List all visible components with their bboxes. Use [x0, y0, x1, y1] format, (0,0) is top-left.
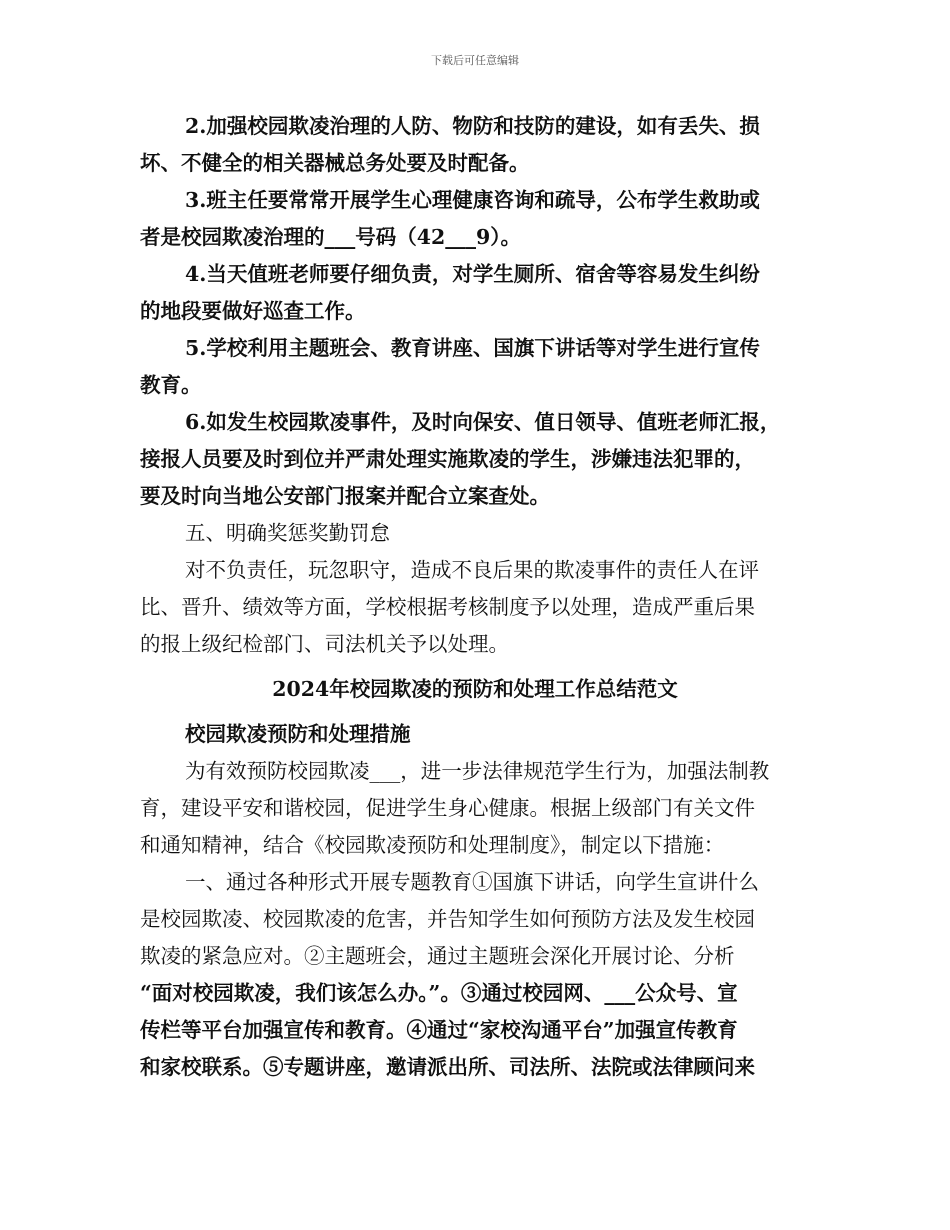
list-item-2-line-2: 坏、不健全的相关器械总务处要及时配备。	[140, 151, 530, 175]
list-item-3-line-2: 者是校园欺凌治理的___号码（42___9）。	[140, 225, 522, 249]
list-item-6-line-3: 要及时向当地公安部门报案并配合立案查处。	[140, 484, 550, 508]
paragraph-line: 是校园欺凌、校园欺凌的危害，并告知学生如何预防方法及发生校园	[140, 907, 755, 931]
paragraph-line: 比、晋升、绩效等方面，学校根据考核制度予以处理，造成严重后果	[140, 595, 755, 619]
list-item-6-line-1: 6.如发生校园欺凌事件，及时向保安、值日领导、值班老师汇报，	[185, 410, 781, 434]
paragraph-line: 一、通过各种形式开展专题教育①国旗下讲话，向学生宣讲什么	[185, 870, 759, 894]
paragraph-line: 传栏等平台加强宣传和教育。④通过“家校沟通平台”加强宣传教育	[140, 1018, 738, 1042]
paragraph-line: 育，建设平安和谐校园，促进学生身心健康。根据上级部门有关文件	[140, 796, 755, 820]
list-item-4-line-1: 4.当天值班老师要仔细负责，对学生厕所、宿舍等容易发生纠纷	[185, 262, 760, 286]
paragraph-line: 为有效预防校园欺凌___，进一步法律规范学生行为，加强法制教	[185, 759, 770, 783]
section-heading-five: 五、明确奖惩奖勤罚怠	[185, 521, 390, 545]
paragraph-line: “面对校园欺凌，我们该怎么办。”。③通过校园网、___公众号、宣	[140, 981, 738, 1005]
list-item-4-line-2: 的地段要做好巡查工作。	[140, 299, 366, 323]
list-item-5-line-2: 教育。	[140, 373, 202, 397]
spacer	[140, 663, 810, 671]
list-item-3-line-1: 3.班主任要常常开展学生心理健康咨询和疏导，公布学生救助或	[185, 188, 760, 212]
list-item-2-line-1: 2.加强校园欺凌治理的人防、物防和技防的建设，如有丢失、损	[185, 114, 760, 138]
document-title: 2024年校园欺凌的预防和处理工作总结范文	[272, 677, 678, 701]
subsection-heading: 校园欺凌预防和处理措施	[185, 722, 411, 746]
paragraph-line: 对不负责任，玩忽职守，造成不良后果的欺凌事件的责任人在评	[185, 558, 759, 582]
document-body	[140, 108, 810, 1086]
paragraph-line: 欺凌的紧急应对。②主题班会，通过主题班会深化开展讨论、分析	[140, 944, 735, 968]
list-item-5-line-1: 5.学校利用主题班会、教育讲座、国旗下讲话等对学生进行宣传	[185, 336, 760, 360]
spacer	[140, 708, 810, 716]
paragraph-line: 和通知精神，结合《校园欺凌预防和处理制度》，制定以下措施：	[140, 833, 725, 857]
paragraph-line: 的报上级纪检部门、司法机关予以处理。	[140, 632, 509, 656]
header-watermark: 下载后可任意编辑	[431, 54, 519, 67]
list-item-6-line-2: 接报人员要及时到位并严肃处理实施欺凌的学生，涉嫌违法犯罪的，	[140, 447, 755, 471]
paragraph-line: 和家校联系。⑤专题讲座，邀请派出所、司法所、法院或法律顾问来	[140, 1055, 755, 1079]
